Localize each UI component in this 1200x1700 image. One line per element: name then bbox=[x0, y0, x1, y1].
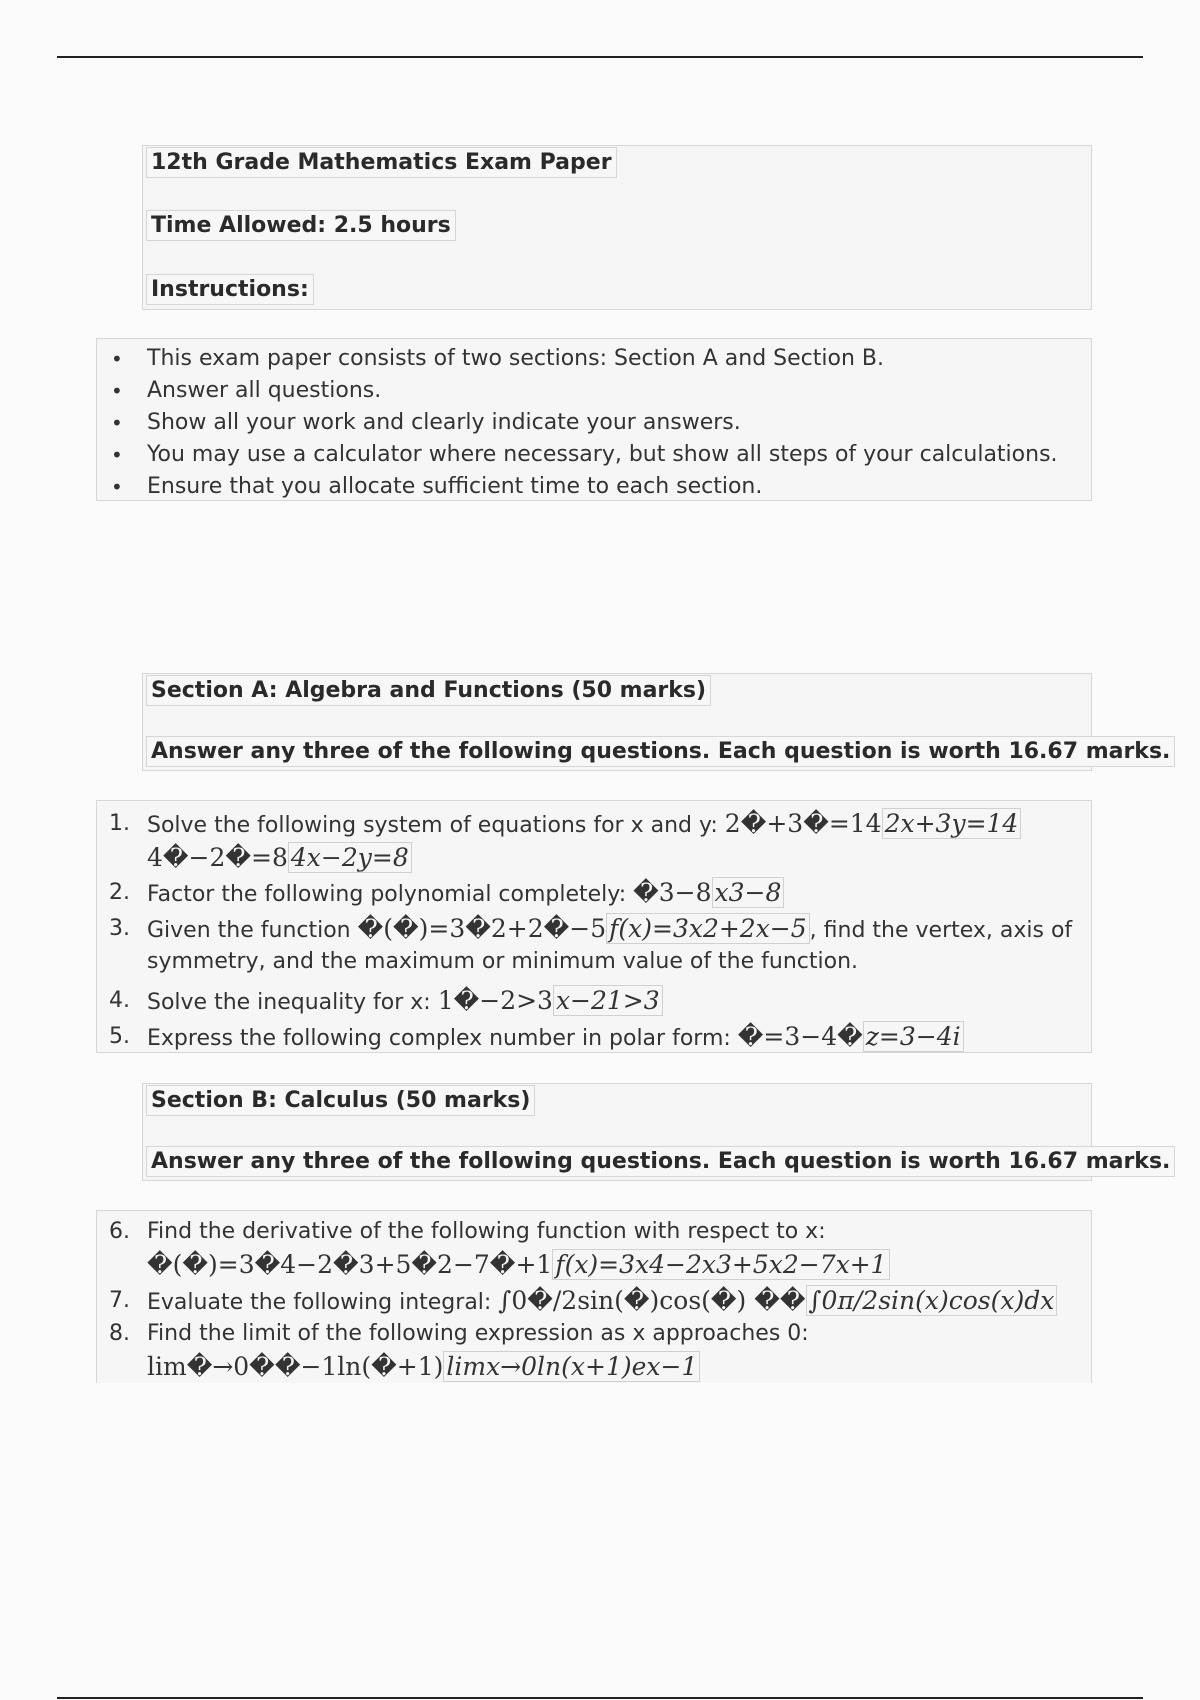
question-text: symmetry, and the maximum or minimum value of the function. bbox=[147, 949, 859, 974]
math-rendered: x−21>3 bbox=[553, 985, 663, 1016]
question-text: Factor the following polynomial completely: bbox=[147, 882, 634, 907]
instructions-label: Instructions: bbox=[146, 274, 314, 305]
question-3 bbox=[97, 911, 1073, 983]
instruction-item: • You may use a calculator where necessary, but show all steps of your calculations. bbox=[97, 439, 1058, 471]
question-number: 6. bbox=[109, 1219, 130, 1244]
question-text: Evaluate the following integral: bbox=[147, 1290, 499, 1315]
math-raw: �=3−4� bbox=[737, 1022, 863, 1051]
question-text: Solve the inequality for x: bbox=[147, 990, 438, 1015]
section-b-title: Section B: Calculus (50 marks) bbox=[146, 1085, 535, 1116]
math-raw: ∫0�/2sin(�)cos(�) �� bbox=[498, 1286, 806, 1315]
section-a-title: Section A: Algebra and Functions (50 marks) bbox=[146, 675, 711, 706]
question-8 bbox=[97, 1319, 1067, 1385]
question-6 bbox=[97, 1217, 1067, 1283]
math-raw: �(�)=3�4−2�3+5�2−7�+1 bbox=[147, 1250, 553, 1279]
math-raw: 2�+3�=14 bbox=[724, 809, 882, 838]
exam-title: 12th Grade Mathematics Exam Paper bbox=[146, 147, 617, 178]
question-text: Express the following complex number in polar form: bbox=[147, 1026, 738, 1051]
question-2 bbox=[97, 875, 1067, 911]
question-number: 7. bbox=[109, 1288, 130, 1313]
top-rule bbox=[57, 56, 1143, 58]
math-rendered: f(x)=3x4−2x3+5x2−7x+1 bbox=[552, 1249, 889, 1280]
question-text: Given the function bbox=[147, 918, 358, 943]
question-number: 5. bbox=[109, 1024, 130, 1049]
math-rendered: limx→0ln(x+1)ex−1 bbox=[443, 1351, 700, 1382]
section-a-header-box bbox=[142, 673, 1171, 771]
math-rendered: 2x+3y=14 bbox=[882, 808, 1022, 839]
instruction-item: • This exam paper consists of two sections: Section A and Section B. bbox=[97, 343, 1058, 375]
instructions-box bbox=[96, 338, 1092, 501]
question-text: Solve the following system of equations for x and y: bbox=[147, 813, 725, 838]
math-rendered: z=3−4i bbox=[863, 1021, 964, 1052]
instruction-item: • Answer all questions. bbox=[97, 375, 1058, 407]
math-rendered: 4x−2y=8 bbox=[288, 842, 412, 873]
section-a-note: Answer any three of the following questions. Each question is worth 16.67 marks. bbox=[146, 736, 1175, 767]
question-number: 1. bbox=[109, 811, 130, 836]
math-rendered: ∫0π/2sin(x)cos(x)dx bbox=[806, 1285, 1058, 1316]
question-5 bbox=[97, 1019, 1067, 1055]
time-allowed: Time Allowed: 2.5 hours bbox=[146, 210, 456, 241]
question-4 bbox=[97, 983, 1067, 1019]
bottom-rule bbox=[57, 1697, 1143, 1699]
math-rendered: x3−8 bbox=[712, 877, 785, 908]
section-a-questions bbox=[96, 800, 1092, 1053]
math-raw: 4�−2�=8 bbox=[147, 843, 288, 872]
math-raw: �(�)=3�2+2�−5 bbox=[357, 914, 607, 943]
instruction-item: • Show all your work and clearly indicate your answers. bbox=[97, 407, 1058, 439]
question-number: 3. bbox=[109, 916, 130, 941]
instruction-item: • Ensure that you allocate sufficient time to each section. bbox=[97, 471, 1058, 503]
math-raw: lim�→0��−1ln(�+1) bbox=[147, 1352, 444, 1381]
section-a-list bbox=[97, 807, 1073, 1055]
question-text: Find the limit of the following expression as x approaches 0: bbox=[147, 1321, 809, 1346]
exam-header-box bbox=[142, 145, 1092, 310]
question-text: Find the derivative of the following function with respect to x: bbox=[147, 1219, 826, 1244]
question-7 bbox=[97, 1283, 1067, 1319]
section-b-note: Answer any three of the following questions. Each question is worth 16.67 marks. bbox=[146, 1146, 1175, 1177]
math-raw: �3−8 bbox=[633, 878, 712, 907]
section-b-header-box bbox=[142, 1083, 1171, 1181]
math-rendered: f(x)=3x2+2x−5 bbox=[606, 913, 810, 944]
question-number: 4. bbox=[109, 988, 130, 1013]
math-raw: 1�−2>3 bbox=[437, 986, 553, 1015]
section-b-list bbox=[97, 1217, 1067, 1385]
section-b-questions bbox=[96, 1210, 1092, 1383]
question-number: 8. bbox=[109, 1321, 130, 1346]
question-1 bbox=[97, 807, 1067, 875]
instructions-list bbox=[97, 343, 1058, 503]
question-number: 2. bbox=[109, 880, 130, 905]
question-text: , find the vertex, axis of bbox=[809, 918, 1073, 943]
